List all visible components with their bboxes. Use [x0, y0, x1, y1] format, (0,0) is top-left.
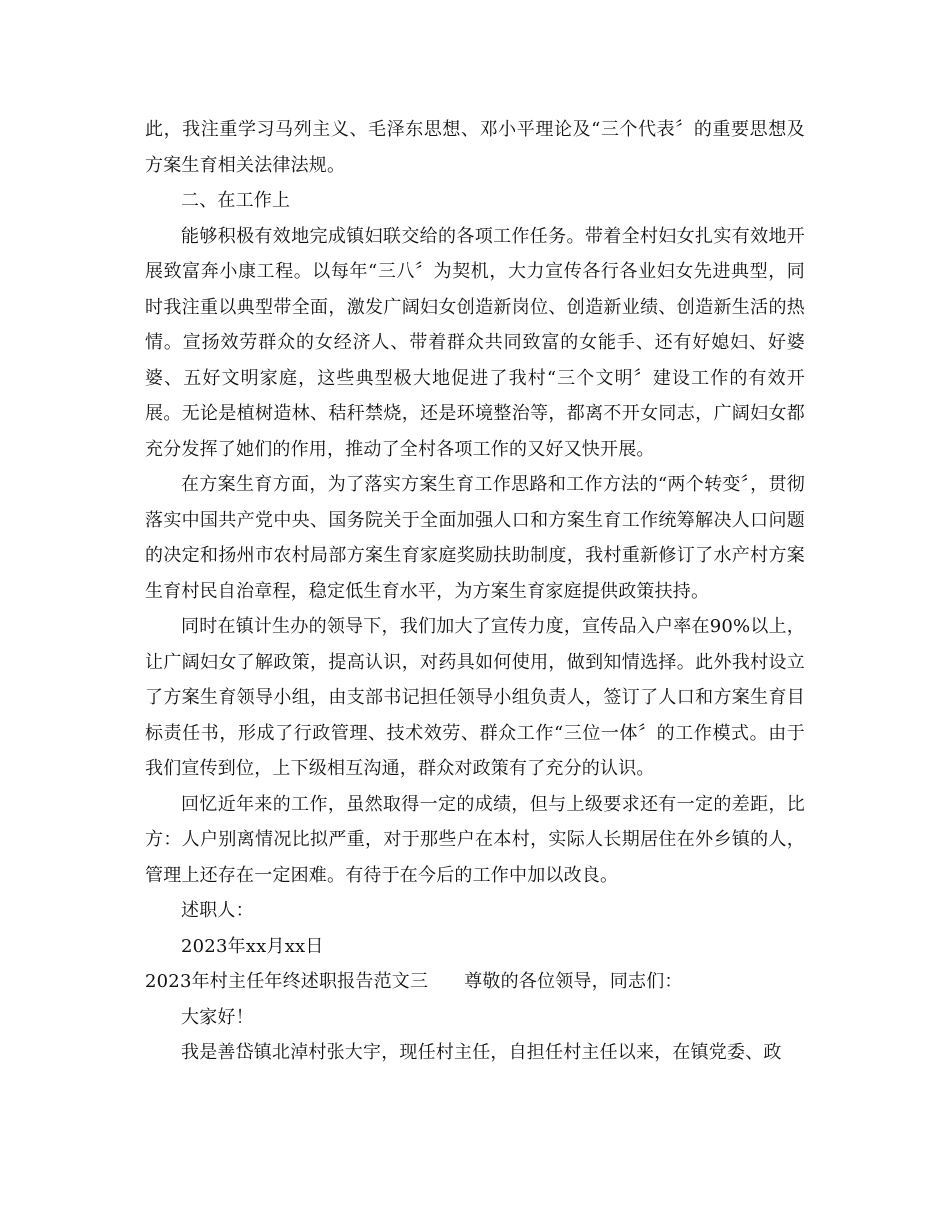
paragraph-introduction: 我是善岱镇北淖村张大宇，现任村主任，自担任村主任以来，在镇党委、政	[181, 1042, 782, 1063]
paragraph-family-planning: 在方案生育方面，为了落实方案生育工作思路和工作方法的“两个转变〞，贯彻落实中国共产党中央、国务院关于全面加强人口和方案生育工作统筹解决人口问题的决定和扬州市农村局部方案生育家庭奖励扶助制度，我村重新修订了水产村方案生育村民自治章程，稳定低生育水平，为方案生育家庭提供政策扶持。	[145, 474, 805, 602]
report-title: 2023年村主任年终述职报告范文三	[145, 971, 429, 992]
paragraph-work-tasks: 能够积极有效地完成镇妇联交给的各项工作任务。带着全村妇女扎实有效地开展致富奔小康工程。以每年“三八〞为契机，大力宣传各行各业妇女先进典型，同时我注重以典型带全面，激发广阔妇女创造新岗位、创造新业绩、创造新生活的热情。宣扬效劳群众的女经济人、带着群众共同致富的女能手、还有好媳妇、好婆婆、五好文明家庭，这些典型极大地促进了我村“三个文明〞建设工作的有效开展。无论是植树造林、秸秆禁烧，还是环境整治等，都离不开女同志，广阔妇女都充分发挥了她们的作用，推动了全村各项工作的又好又快开展。	[145, 225, 805, 460]
paragraph-publicity: 同时在镇计生办的领导下，我们加大了宣传力度，宣传品入户率在90%以上，让广阔妇女了解政策，提高认识，对药具如何使用，做到知情选择。此外我村设立了方案生育领导小组，由支部书记担任领导小组负责人，签订了人口和方案生育目标责任书，形成了行政管理、技术效劳、群众工作“三位一体〞的工作模式。由于我们宣传到位，上下级相互沟通，群众对政策有了充分的认识。	[145, 616, 805, 779]
report-date: 2023年xx月xx日	[181, 935, 324, 957]
heading-line	[145, 964, 805, 1000]
greeting: 大家好！	[181, 1006, 254, 1028]
paragraph-review: 回忆近年来的工作，虽然取得一定的成绩，但与上级要求还有一定的差距，比方：人户别离情况比拟严重，对于那些户在本村，实际人长期居住在外乡镇的人，管理上还存在一定困难。有待于在今后的工作中加以改良。	[145, 793, 805, 886]
salutation: 尊敬的各位领导，同志们：	[464, 971, 683, 992]
reporter-label: 述职人：	[181, 900, 254, 921]
paragraph-1: 此，我注重学习马列主义、毛泽东思想、邓小平理论及“三个代表〞的重要思想及方案生育相关法律法规。	[145, 119, 805, 176]
document-body	[145, 112, 805, 1071]
section-heading-work: 二、在工作上	[181, 190, 291, 211]
